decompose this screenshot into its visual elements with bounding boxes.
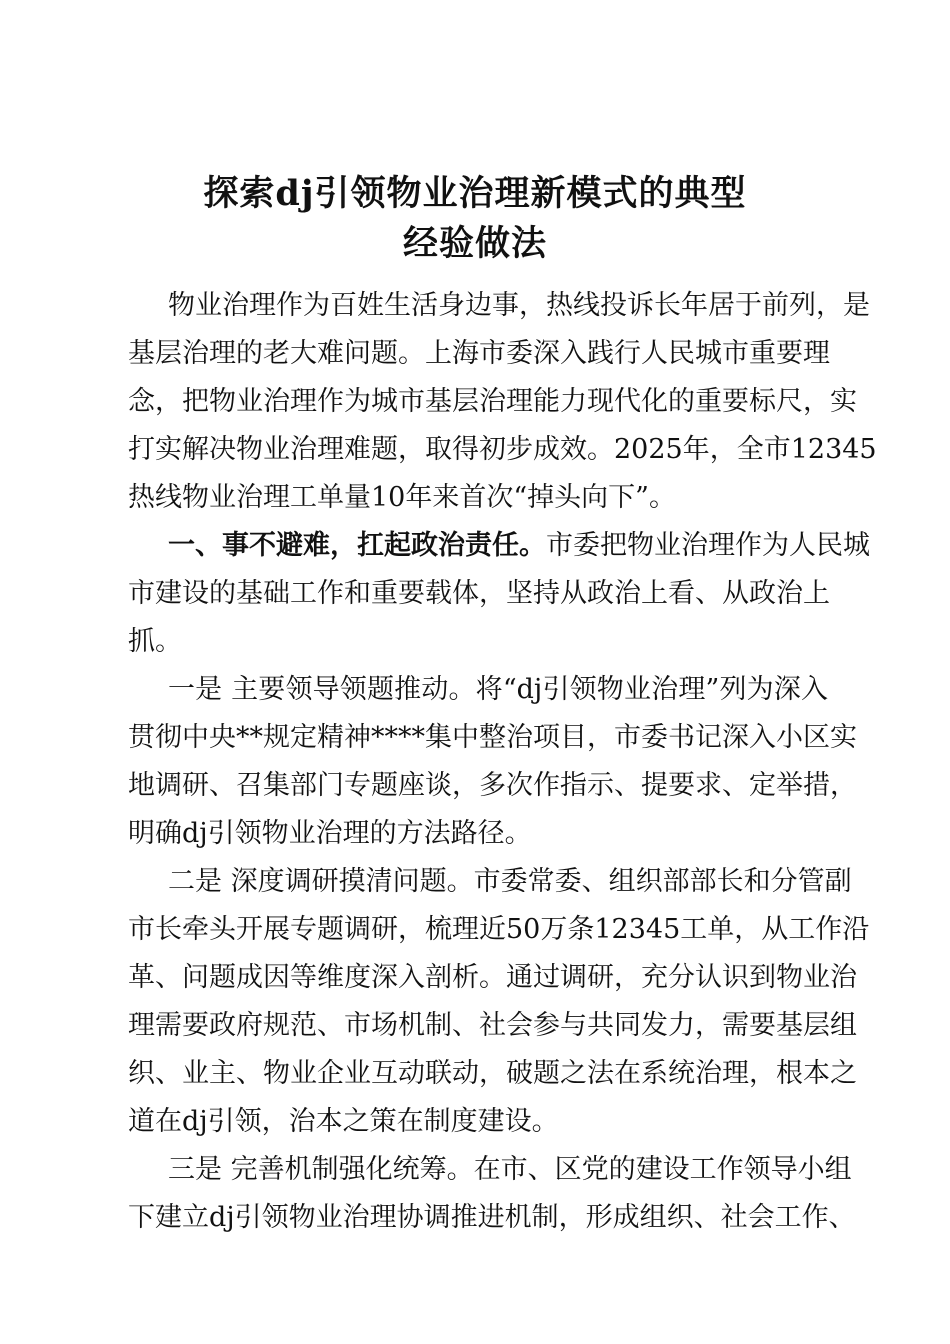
paragraph-5-line-1: 三是 完善机制强化统筹。在市、区党的建设工作领导小组 [168,1154,852,1185]
paragraph-2-line-2: 市建设的基础工作和重要载体，坚持从政治上看、从政治上 [128,578,830,609]
paragraph-4-line-1: 二是 深度调研摸清问题。市委常委、组织部部长和分管副 [168,866,852,897]
paragraph-3-line-2: 贯彻中央**规定精神****集中整治项目，市委书记深入小区实 [128,722,857,753]
paragraph-3-line-4: 明确dj引领物业治理的方法路径。 [128,818,532,849]
paragraph-4-line-3: 革、问题成因等维度深入剖析。通过调研，充分认识到物业治 [128,962,857,993]
paragraph-4-line-4: 理需要政府规范、市场机制、社会参与共同发力，需要基层组 [128,1010,857,1041]
paragraph-1-line-4: 打实解决物业治理难题，取得初步成效。2025年，全市12345 [128,434,877,465]
paragraph-1-line-5: 热线物业治理工单量10年来首次“掉头向下”。 [128,482,676,513]
paragraph-4-line-2: 市长牵头开展专题调研，梳理近50万条12345工单，从工作沿 [128,914,870,945]
paragraph-4-line-5: 织、业主、物业企业互动联动，破题之法在系统治理，根本之 [128,1058,857,1089]
paragraph-5-line-2: 下建立dj引领物业治理协调推进机制，形成组织、社会工作、 [128,1202,856,1233]
document-title-line-2: 经验做法 [402,223,547,264]
paragraph-3-line-1: 一是 主要领导领题推动。将“dj引领物业治理”列为深入 [168,674,828,705]
paragraph-1-line-3: 念，把物业治理作为城市基层治理能力现代化的重要标尺，实 [128,386,857,417]
section-heading: 一、事不避难，扛起政治责任。 [168,530,546,561]
paragraph-1-line-1: 物业治理作为百姓生活身边事，热线投诉长年居于前列，是 [168,290,870,321]
paragraph-2-line-3: 抓。 [128,626,182,657]
paragraph-2-line-1-text: 市委把物业治理作为人民城 [546,530,870,561]
document-title-line-1: 探索dj引领物业治理新模式的典型 [203,173,747,214]
paragraph-2-line-1 [168,528,870,564]
paragraph-4-line-6: 道在dj引领，治本之策在制度建设。 [128,1106,559,1137]
paragraph-3-line-3: 地调研、召集部门专题座谈，多次作指示、提要求、定举措， [128,770,857,801]
paragraph-1-line-2: 基层治理的老大难问题。上海市委深入践行人民城市重要理 [128,338,830,369]
